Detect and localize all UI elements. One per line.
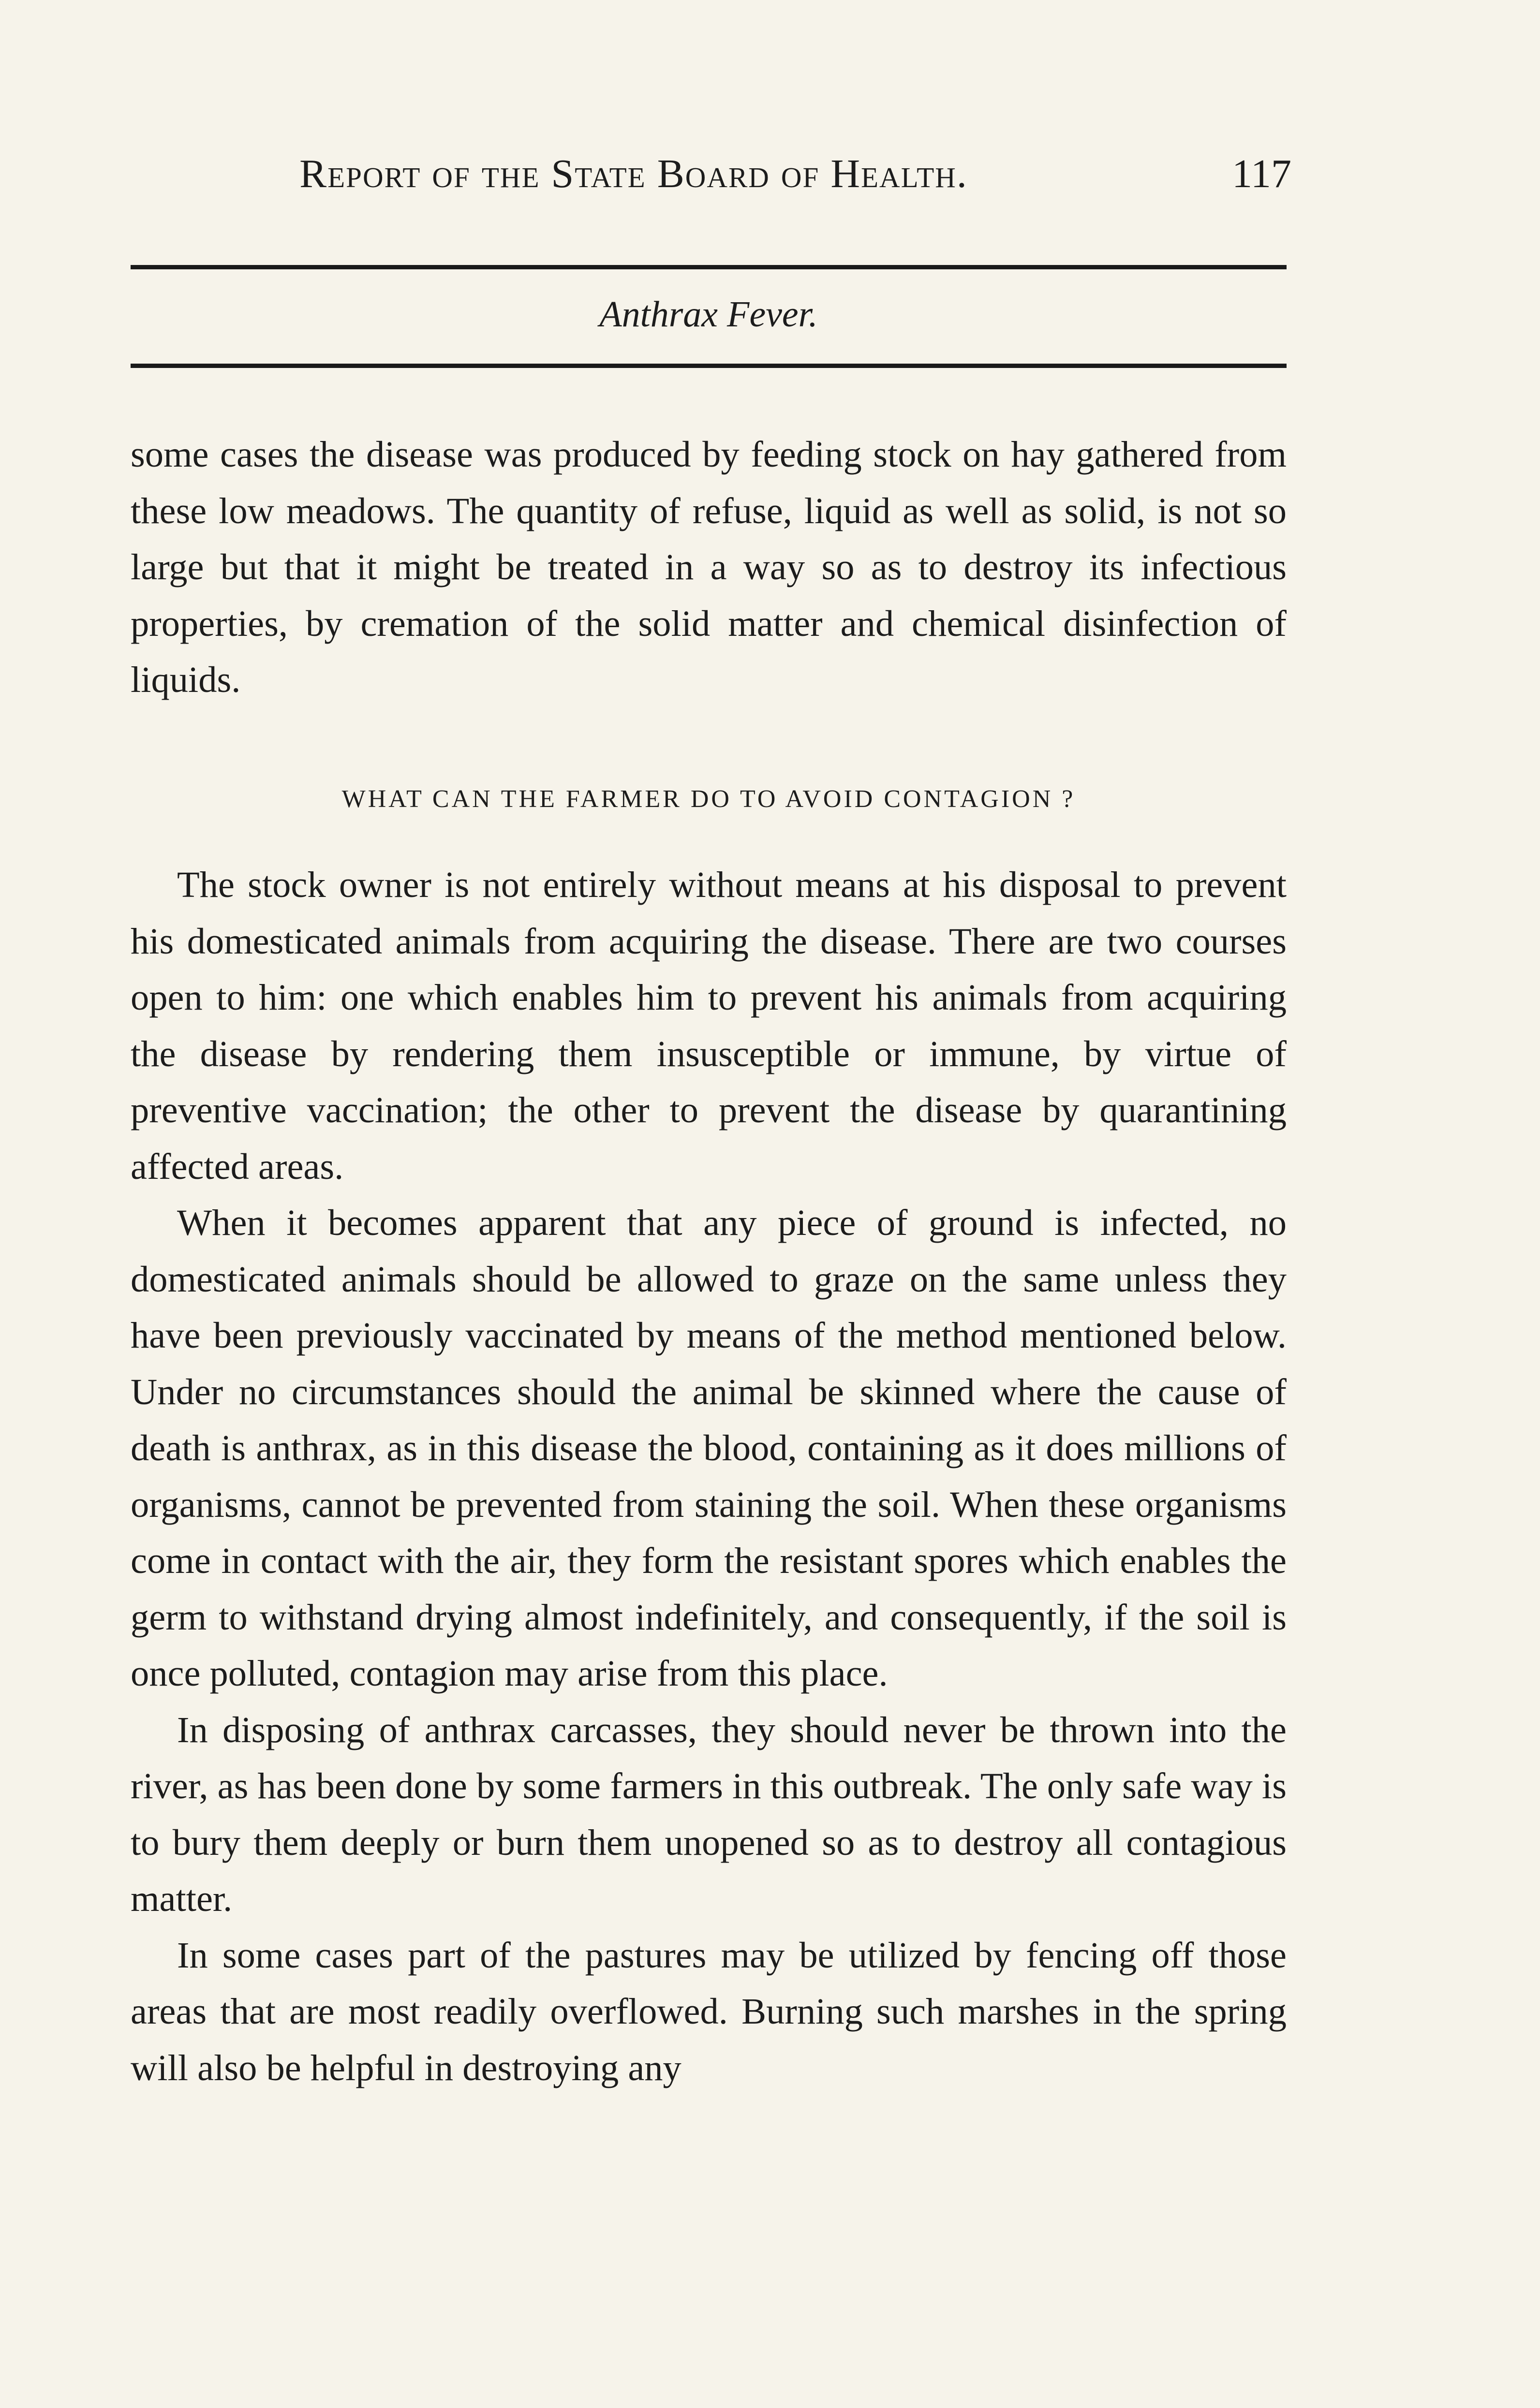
- section-title: Anthrax Fever.: [599, 294, 818, 335]
- header-rule-top: [131, 265, 1287, 269]
- body-text-block: [131, 857, 1287, 2096]
- paragraph-stock-owner: The stock owner is not entirely without means at his disposal to prevent his domesticated animals from acquiring the disease. There are two courses open to him: one which enables him to prevent his animals from acquiring the disease by rendering them insusceptible or immune, by virtue of preventive vaccination; the other to prevent the disease by quarantining affected areas.: [131, 864, 1287, 1187]
- intro-paragraph-block: [131, 426, 1287, 708]
- running-header-title: Report of the State Board of Health.: [299, 151, 968, 196]
- subheading: WHAT CAN THE FARMER DO TO AVOID CONTAGION ?: [341, 785, 1076, 813]
- paragraph-disposing-carcasses: In disposing of anthrax carcasses, they should never be thrown into the river, as has been done by some farmers in this outbreak. The only safe way is to bury them deeply or burn them unopened so as to destroy all contagious matter.: [131, 1709, 1287, 1919]
- page-number: 117: [1232, 151, 1291, 196]
- running-header: [131, 145, 1291, 203]
- paragraph-pastures: In some cases part of the pastures may be utilized by fencing off those areas that are most readily overflowed. Burning such marshes in the spring will also be helpful in destroying any: [131, 1934, 1287, 2088]
- header-rule-bottom: [131, 364, 1287, 368]
- intro-paragraph: some cases the disease was produced by feeding stock on hay gathered from these low meadows. The quantity of refuse, liquid as well as solid, is not so large but that it might be treated in a way so as to destroy its infectious properties, by cremation of the solid matter and chemical disinfection of liquids.: [131, 434, 1287, 700]
- paragraph-infected-ground: When it becomes apparent that any piece of ground is infected, no domesticated animals should be allowed to graze on the same unless they have been previously vaccinated by means of the method mentioned below. Under no circumstances should the animal be skinned where the cause of death is anthrax, as in this disease the blood, containing as it does millions of organisms, cannot be prevented from staining the soil. When these organisms come in contact with the air, they form the resistant spores which enables the germ to withstand drying almost indefinitely, and consequently, if the soil is once polluted, contagion may arise from this place.: [131, 1202, 1287, 1694]
